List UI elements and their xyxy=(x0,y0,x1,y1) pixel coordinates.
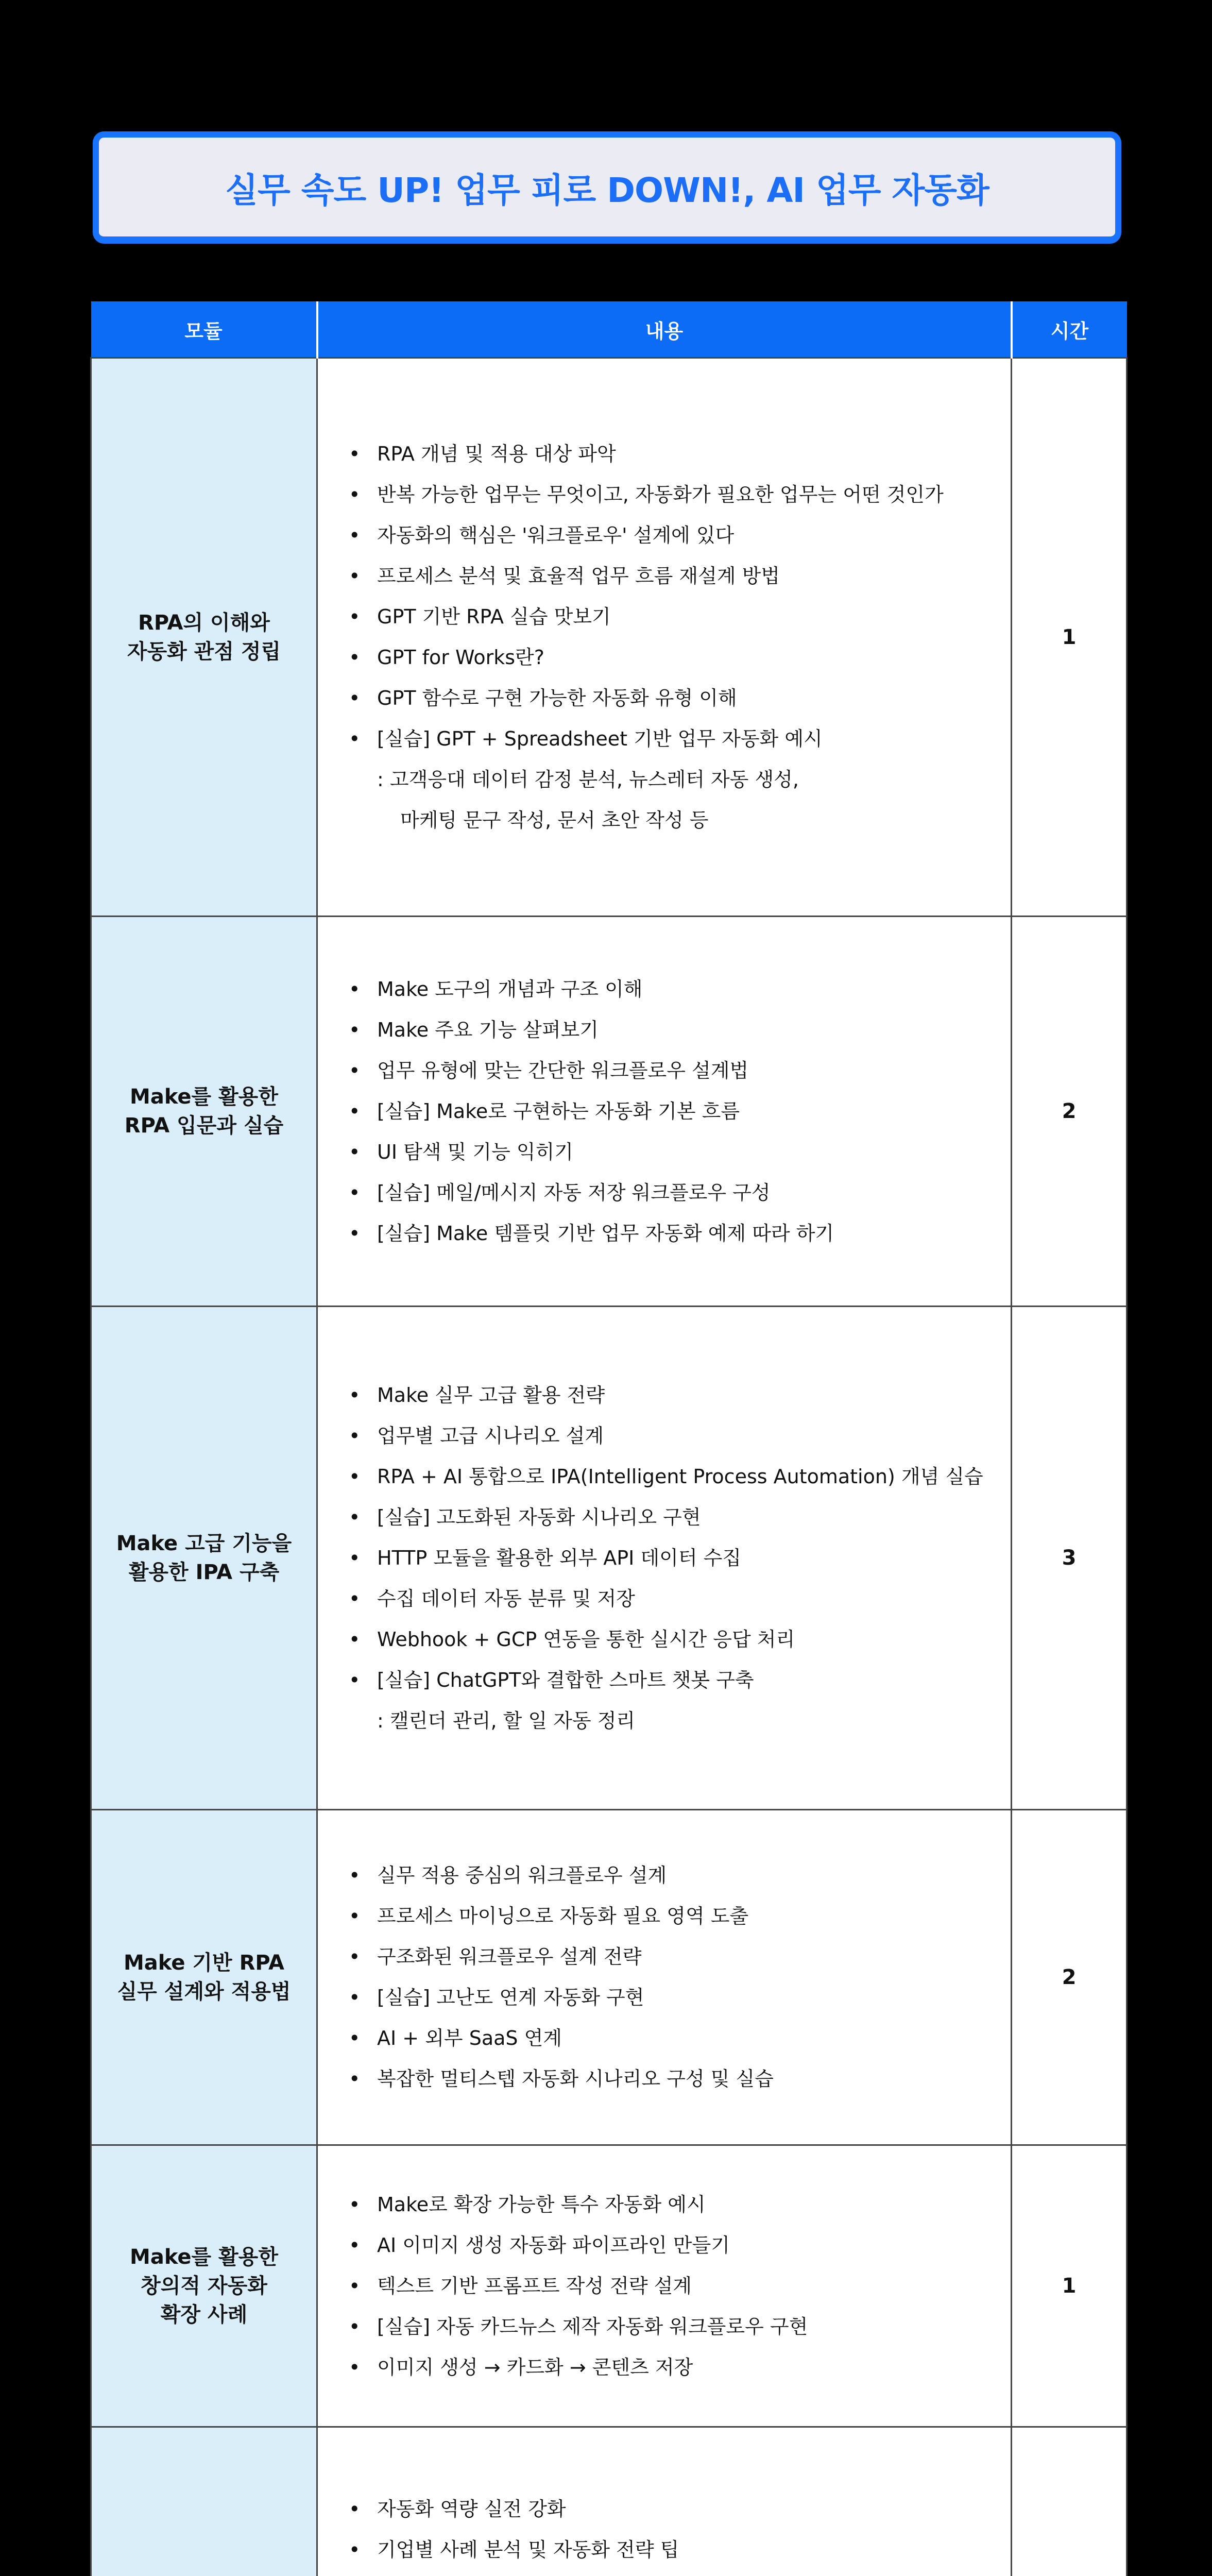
content-item: • 자동화 역량 실전 강화 xyxy=(349,2489,1011,2530)
content-cell xyxy=(317,358,1012,917)
content-cell xyxy=(317,1307,1012,1810)
header-module: 모듈 xyxy=(91,301,317,358)
hours-cell: 3 xyxy=(1012,1307,1127,1810)
header-hours: 시간 xyxy=(1012,301,1127,358)
module-line: Make 고급 기능을 xyxy=(116,1532,292,1555)
content-item: • 프로세스 마이닝으로 자동화 필요 영역 도출 xyxy=(349,1896,1011,1937)
content-item: • 업무별 고급 시나리오 설계 xyxy=(349,1416,1011,1456)
module-cell xyxy=(91,1810,317,2145)
hours-cell: 2 xyxy=(1012,917,1127,1307)
content-cell xyxy=(317,1810,1012,2145)
content-item: • [실습] 메일/메시지 자동 저장 워크플로우 구성 xyxy=(349,1173,1011,1213)
module-line: Make 기반 RPA xyxy=(124,1951,284,1975)
content-list xyxy=(349,1855,1011,2099)
hours-cell: 2 xyxy=(1012,1810,1127,2145)
content-item: • [실습] Make 템플릿 기반 업무 자동화 예제 따라 하기 xyxy=(349,1213,1011,1254)
content-item: • [실습] 자동 카드뉴스 제작 자동화 워크플로우 구현 xyxy=(349,2307,1011,2347)
hours-cell: 1 xyxy=(1012,2145,1127,2427)
content-item: • 실무 적용 중심의 워크플로우 설계 xyxy=(349,1855,1011,1896)
content-list xyxy=(349,434,1011,841)
module-cell xyxy=(91,358,317,917)
content-item: • 반복 가능한 업무는 무엇이고, 자동화가 필요한 업무는 어떤 것인가 xyxy=(349,474,1011,515)
content-item xyxy=(349,2570,1011,2576)
table-row xyxy=(91,1307,1127,1810)
content-item: • [실습] 고난도 연계 자동화 구현 xyxy=(349,1977,1011,2018)
content-item: • 업무 유형에 맞는 간단한 워크플로우 설계법 xyxy=(349,1050,1011,1091)
hours-cell: 1 xyxy=(1012,358,1127,917)
content-cell xyxy=(317,2427,1012,2576)
content-sub-line: : 고객응대 데이터 감정 분석, 뉴스레터 자동 생성, xyxy=(377,768,799,791)
content-item: • AI 이미지 생성 자동화 파이프라인 만들기 xyxy=(349,2225,1011,2266)
title-banner xyxy=(93,131,1121,244)
module-line: 확장 사례 xyxy=(160,2303,248,2327)
module-line: 창의적 자동화 xyxy=(141,2274,267,2298)
curriculum-table xyxy=(90,301,1128,2576)
module-cell xyxy=(91,1307,317,1810)
content-item: • 이미지 생성 → 카드화 → 콘텐츠 저장 xyxy=(349,2347,1011,2388)
table-row xyxy=(91,358,1127,917)
content-item: • Make로 확장 가능한 특수 자동화 예시 xyxy=(349,2184,1011,2225)
content-item: • [실습] 고도화된 자동화 시나리오 구현 xyxy=(349,1497,1011,1538)
content-item: • Webhook + GCP 연동을 통한 실시간 응답 처리 xyxy=(349,1619,1011,1660)
content-item: • [실습] Make로 구현하는 자동화 기본 흐름 xyxy=(349,1091,1011,1132)
content-sub-line: : 캘린더 관리, 할 일 자동 정리 xyxy=(377,1709,636,1732)
table-row xyxy=(91,2427,1127,2576)
module-cell xyxy=(91,917,317,1307)
content-item: • Make 도구의 개념과 구조 이해 xyxy=(349,969,1011,1010)
content-item: • Make 주요 기능 살펴보기 xyxy=(349,1010,1011,1050)
module-line: RPA 입문과 실습 xyxy=(124,1114,284,1138)
module-line: Make를 활용한 xyxy=(130,2245,278,2269)
hours-cell xyxy=(1012,2427,1127,2576)
content-item: • Make 실무 고급 활용 전략 xyxy=(349,1375,1011,1416)
content-list xyxy=(349,2489,1011,2576)
header-content: 내용 xyxy=(317,301,1012,358)
content-item: • GPT 함수로 구현 가능한 자동화 유형 이해 xyxy=(349,678,1011,719)
table-row xyxy=(91,1810,1127,2145)
module-line: 자동화 관점 정립 xyxy=(127,639,281,664)
content-item: • 프로세스 분석 및 효율적 업무 흐름 재설계 방법 xyxy=(349,556,1011,597)
content-list xyxy=(349,1375,1011,1741)
content-item: • 구조화된 워크플로우 설계 전략 xyxy=(349,1937,1011,1977)
content-item: • UI 탐색 및 기능 익히기 xyxy=(349,1132,1011,1173)
module-line: RPA의 이해와 xyxy=(138,611,270,635)
content-item: • 복잡한 멀티스텝 자동화 시나리오 구성 및 실습 xyxy=(349,2059,1011,2099)
content-item: • [실습] GPT + Spreadsheet 기반 업무 자동화 예시 xyxy=(349,719,1011,759)
content-list xyxy=(349,2184,1011,2388)
content-list xyxy=(349,969,1011,1254)
content-item: • RPA + AI 통합으로 IPA(Intelligent Process Automation) 개념 실습 xyxy=(349,1456,1011,1497)
content-item: • 기업별 사례 분석 및 자동화 전략 팁 xyxy=(349,2530,1011,2570)
content-cell xyxy=(317,917,1012,1307)
content-item: • GPT 기반 RPA 실습 맛보기 xyxy=(349,597,1011,637)
content-item: • GPT for Works란? xyxy=(349,637,1011,678)
table-row xyxy=(91,2145,1127,2427)
content-item: • 수집 데이터 자동 분류 및 저장 xyxy=(349,1579,1011,1619)
module-cell xyxy=(91,2145,317,2427)
module-line: 실무 설계와 적용법 xyxy=(117,1980,291,2004)
content-cell xyxy=(317,2145,1012,2427)
page-title: 실무 속도 UP! 업무 피로 DOWN!, AI 업무 자동화 xyxy=(225,170,989,210)
module-line: 활용한 IPA 구축 xyxy=(128,1561,280,1584)
content-item: • HTTP 모듈을 활용한 외부 API 데이터 수집 xyxy=(349,1538,1011,1579)
content-item: • [실습] ChatGPT와 결합한 스마트 챗봇 구축 xyxy=(349,1660,1011,1701)
table-row xyxy=(91,917,1127,1307)
table-header-row xyxy=(91,301,1127,358)
module-cell xyxy=(91,2427,317,2576)
content-sub-line: 마케팅 문구 작성, 문서 초안 작성 등 xyxy=(400,808,709,832)
content-item: • 텍스트 기반 프롬프트 작성 전략 설계 xyxy=(349,2266,1011,2307)
content-item: • 자동화의 핵심은 '워크플로우' 설계에 있다 xyxy=(349,515,1011,556)
module-line: Make를 활용한 xyxy=(130,1085,278,1109)
content-item: • RPA 개념 및 적용 대상 파악 xyxy=(349,434,1011,474)
content-item: • AI + 외부 SaaS 연계 xyxy=(349,2018,1011,2059)
